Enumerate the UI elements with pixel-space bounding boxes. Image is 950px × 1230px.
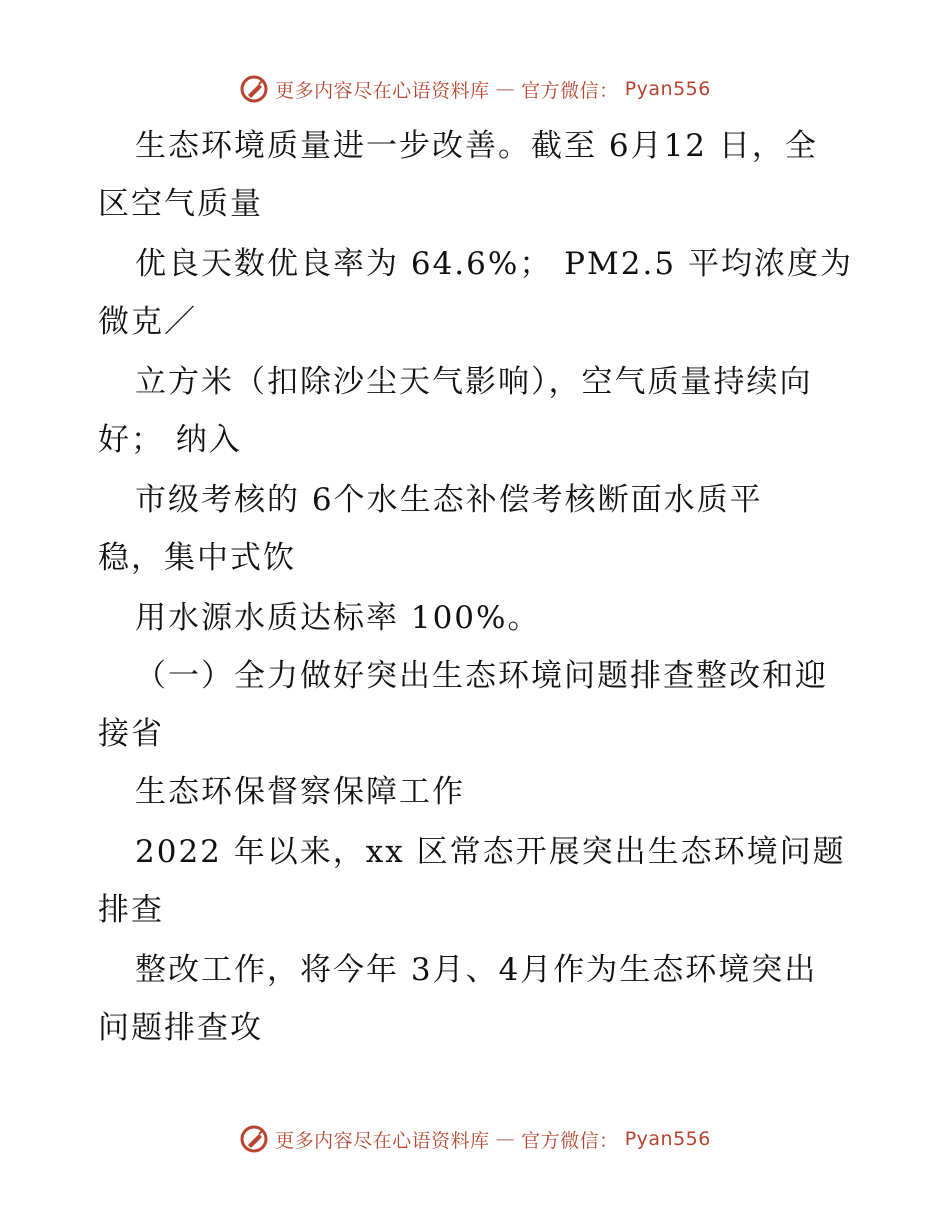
footer-watermark <box>0 1124 950 1154</box>
text-line: 用水源水质达标率 100%。 <box>135 600 541 636</box>
watermark-text: 更多内容尽在心语资料库 <box>275 79 490 102</box>
text-line: 整改工作，将今年 3月、4月作为生态环境突出 <box>135 952 818 988</box>
pen-logo-icon <box>239 74 269 104</box>
text-line: 好； 纳入 <box>98 422 242 458</box>
section-heading-line: （一）全力做好突出生态环境问题排查整改和迎 <box>135 658 828 694</box>
section-heading-line: 生态环保督察保障工作 <box>135 774 465 810</box>
text-line: 优良天数优良率为 64.6%； PM2.5 平均浓度为 <box>135 246 853 282</box>
watermark-separator: — <box>495 1128 516 1150</box>
text-line: 市级考核的 6个水生态补偿考核断面水质平 <box>135 482 763 518</box>
watermark-separator: — <box>495 78 516 100</box>
text-line: 稳，集中式饮 <box>98 540 296 576</box>
text-line: 立方米（扣除沙尘天气影响），空气质量持续向 <box>135 364 813 400</box>
text-line: 问题排查攻 <box>98 1010 263 1046</box>
text-line: 排查 <box>98 892 164 928</box>
pen-logo-icon <box>239 1124 269 1154</box>
text-line: 2022 年以来，xx 区常态开展突出生态环境问题 <box>135 834 846 870</box>
text-line: 区空气质量 <box>98 186 263 222</box>
text-line: 微克／ <box>98 304 197 340</box>
watermark-suffix: 官方微信： <box>521 1129 619 1152</box>
section-heading-line: 接省 <box>98 716 164 752</box>
header-watermark <box>0 74 950 104</box>
watermark-id: Pyan556 <box>624 1128 711 1150</box>
watermark-id: Pyan556 <box>624 78 711 100</box>
watermark-text: 更多内容尽在心语资料库 <box>275 1129 490 1152</box>
text-line: 生态环境质量进一步改善。截至 6月12 日，全 <box>135 128 818 164</box>
watermark-suffix: 官方微信： <box>521 79 619 102</box>
